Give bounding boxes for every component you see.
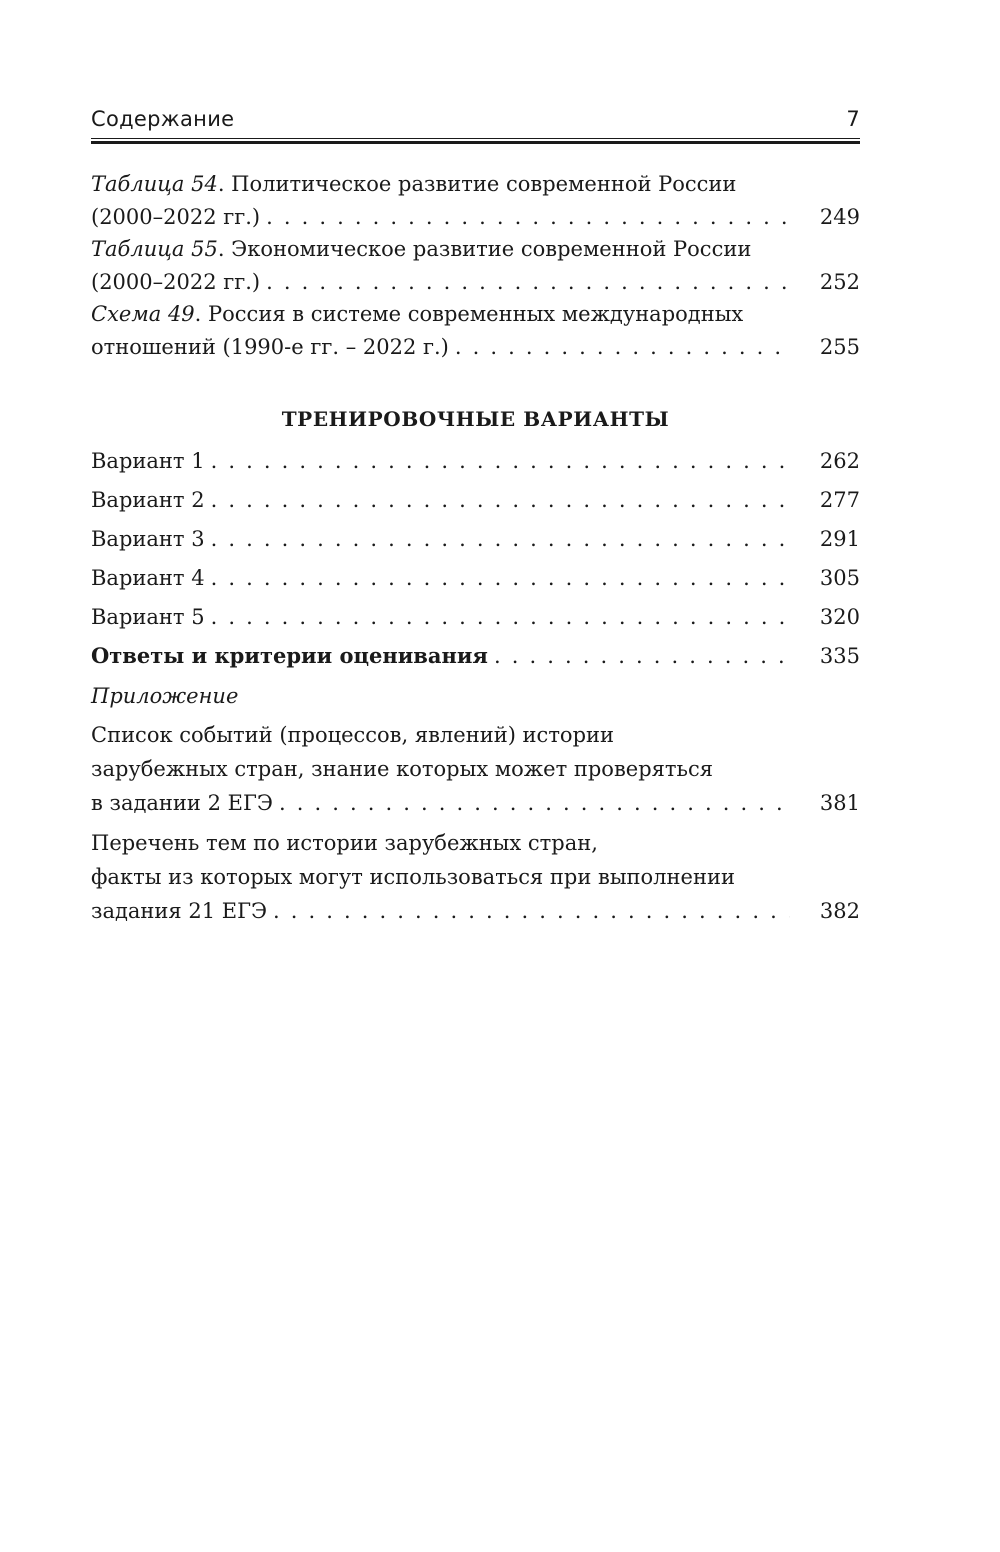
dot-leader — [266, 201, 790, 234]
entry-title-cont: факты из которых могут использоваться при выполнении — [91, 865, 735, 890]
entry-title-cont: (2000–2022 гг.) — [91, 269, 261, 294]
dot-leader — [266, 266, 790, 299]
entry-page: 381 — [819, 791, 860, 816]
toc-entry-variant-2[interactable] — [91, 484, 860, 517]
entry-title: . Экономическое развитие современной России — [217, 237, 752, 261]
entry-title: . Политическое развитие современной России — [217, 172, 737, 196]
dot-leader — [211, 484, 790, 517]
dot-leader — [279, 786, 790, 820]
entry-label: Таблица 54 — [91, 172, 218, 196]
entry-title-cont: (2000–2022 гг.) — [91, 204, 261, 229]
section-heading: ТРЕНИРОВОЧНЫЕ ВАРИАНТЫ — [281, 407, 670, 431]
entry-title-cont: отношений (1990-е гг. – 2022 г.) — [91, 334, 449, 359]
toc-entry-variant-5[interactable] — [91, 601, 860, 634]
toc-entry-table-55[interactable] — [91, 233, 860, 298]
toc-entry-appendix-2[interactable] — [91, 826, 860, 928]
entry-page: 277 — [819, 488, 860, 513]
entry-title: Перечень тем по истории зарубежных стран, — [91, 831, 598, 856]
toc-entry-table-54[interactable] — [91, 168, 860, 233]
running-head — [91, 104, 860, 134]
entry-label: Таблица 55 — [91, 237, 218, 261]
entry-title: Вариант 4 — [91, 566, 205, 591]
dot-leader — [494, 640, 790, 673]
entry-page: 262 — [819, 449, 860, 473]
dot-leader — [211, 601, 790, 634]
entry-title-cont: в задании 2 ЕГЭ — [91, 791, 273, 816]
header-rule-thin — [91, 138, 860, 139]
entry-page: 305 — [819, 566, 860, 591]
toc-entry-variant-4[interactable] — [91, 562, 860, 595]
entry-title: Вариант 2 — [91, 488, 205, 513]
page-number: 7 — [846, 107, 860, 131]
toc-entry-variant-3[interactable] — [91, 523, 860, 556]
entry-page: 335 — [819, 644, 860, 669]
entry-title: . Россия в системе современных международных — [194, 302, 744, 326]
entry-title: Список событий (процессов, явлений) истории — [91, 723, 615, 748]
dot-leader — [273, 894, 790, 928]
toc-entry-answers[interactable] — [91, 640, 860, 673]
toc-entry-appendix-1[interactable] — [91, 718, 860, 820]
entry-title: Вариант 3 — [91, 527, 205, 552]
entry-page: 320 — [819, 605, 860, 630]
entry-label: Схема 49 — [91, 302, 195, 326]
dot-leader — [211, 523, 790, 556]
entry-page: 382 — [819, 899, 860, 924]
entry-title-cont: задания 21 ЕГЭ — [91, 899, 268, 924]
dot-leader — [211, 445, 790, 478]
entry-title: Вариант 1 — [91, 449, 205, 473]
table-of-contents — [91, 168, 860, 928]
entry-page: 252 — [819, 269, 860, 294]
entry-page: 249 — [819, 204, 860, 229]
dot-leader — [455, 331, 790, 364]
entry-page: 291 — [819, 527, 860, 552]
entry-title: Вариант 5 — [91, 605, 205, 630]
entry-title-cont: зарубежных стран, знание которых может проверяться — [91, 757, 713, 782]
entry-page: 255 — [819, 334, 860, 359]
appendix-label: Приложение — [91, 683, 239, 708]
toc-entry-variant-1[interactable] — [91, 445, 860, 478]
entry-title: Ответы и критерии оценивания — [91, 643, 488, 669]
header-rule-thick — [91, 141, 860, 144]
toc-entry-scheme-49[interactable] — [91, 298, 860, 363]
dot-leader — [211, 562, 790, 595]
running-head-title: Содержание — [91, 107, 235, 131]
